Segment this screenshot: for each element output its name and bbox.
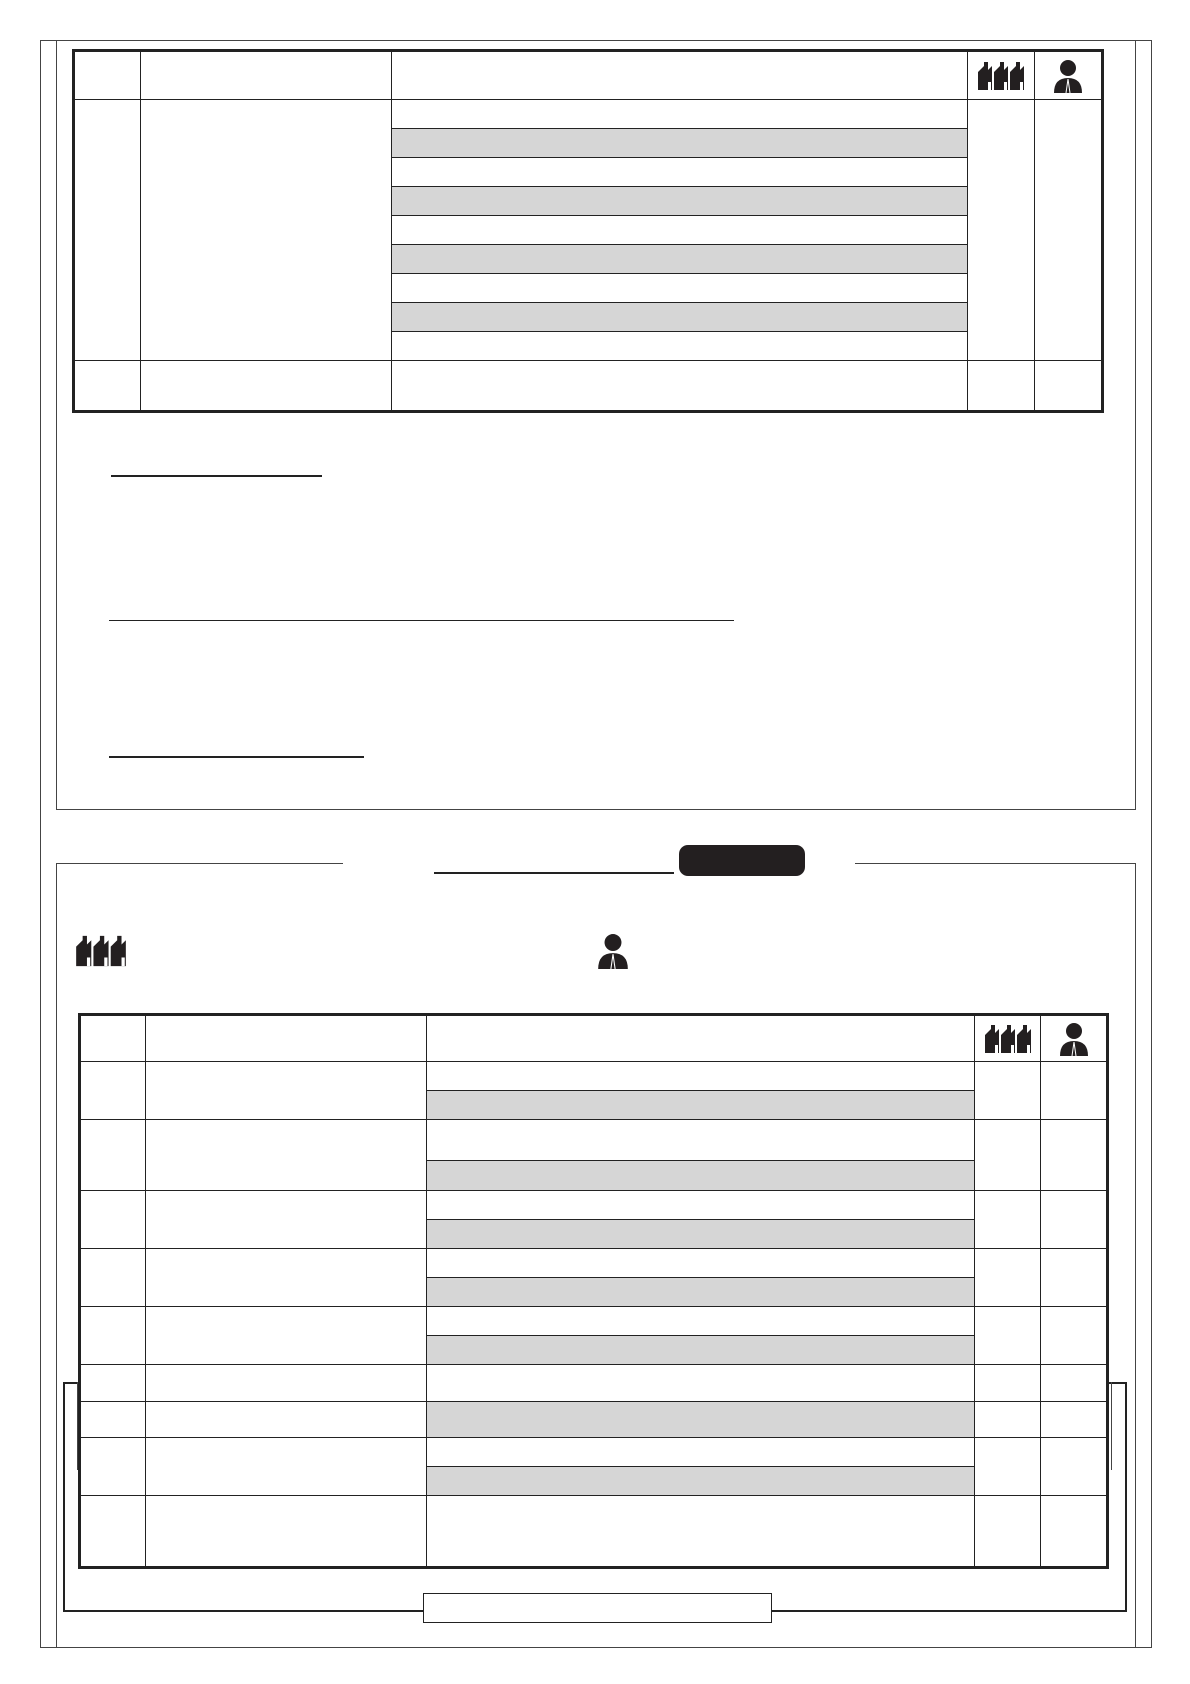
row-line — [426, 1365, 974, 1402]
person-icon — [597, 933, 629, 969]
header-cell-num — [74, 51, 141, 100]
row-line — [391, 216, 967, 245]
factory-icon — [976, 60, 1026, 92]
header-cell-factory — [975, 1015, 1041, 1062]
row-line — [391, 332, 967, 361]
row-line — [426, 1062, 974, 1091]
section-badge — [679, 845, 805, 876]
header-cell-description — [391, 51, 967, 100]
row-line — [426, 1438, 974, 1467]
row-line-shaded — [391, 187, 967, 216]
row-line-shaded — [426, 1402, 974, 1438]
top-table — [72, 49, 1104, 413]
bottom-outline-right-tab — [1111, 1382, 1127, 1470]
footer-box — [423, 1593, 772, 1623]
factory-icon — [74, 933, 128, 969]
person-icon — [1053, 59, 1083, 93]
header-cell-item — [140, 51, 391, 100]
row-line — [391, 158, 967, 187]
row-line-shaded — [391, 245, 967, 274]
row-line-shaded — [426, 1278, 974, 1307]
row-line — [391, 100, 967, 129]
section-rule-left — [56, 863, 343, 864]
legend-person — [597, 933, 629, 969]
row-num-cell — [74, 100, 141, 361]
header-cell-num — [80, 1015, 146, 1062]
underline-field-2 — [109, 620, 734, 621]
row-line-shaded — [426, 1220, 974, 1249]
header-cell-description — [426, 1015, 974, 1062]
row-line-shaded — [426, 1161, 974, 1191]
row-line-shaded — [426, 1467, 974, 1496]
section-title-line — [434, 872, 674, 874]
section-rule-right — [855, 863, 1136, 864]
top-table-last-row — [74, 361, 1103, 412]
underline-field-1 — [111, 475, 322, 477]
row-factory-cell — [968, 100, 1035, 361]
row-line — [391, 274, 967, 303]
header-cell-item — [145, 1015, 426, 1062]
header-cell-person — [1035, 51, 1103, 100]
bottom-outline-left-tab — [63, 1382, 78, 1470]
row-line — [426, 1307, 974, 1336]
row-line-shaded — [391, 129, 967, 158]
underline-field-3 — [109, 756, 364, 758]
row-line-shaded — [426, 1336, 974, 1365]
bottom-table-header-row — [80, 1015, 1108, 1062]
top-table-header-row — [74, 51, 1103, 100]
row-line — [426, 1120, 974, 1161]
bottom-table-last-row — [80, 1496, 1108, 1568]
row-line-shaded — [391, 303, 967, 332]
row-person-cell — [1035, 100, 1103, 361]
row-line — [426, 1249, 974, 1278]
person-icon — [1059, 1022, 1089, 1056]
header-cell-person — [1041, 1015, 1108, 1062]
row-line — [426, 1191, 974, 1220]
header-cell-factory — [968, 51, 1035, 100]
row-item-cell — [140, 100, 391, 361]
legend-factory — [74, 933, 128, 969]
bottom-table — [78, 1013, 1109, 1569]
row-line-shaded — [426, 1091, 974, 1120]
factory-icon — [983, 1023, 1033, 1055]
